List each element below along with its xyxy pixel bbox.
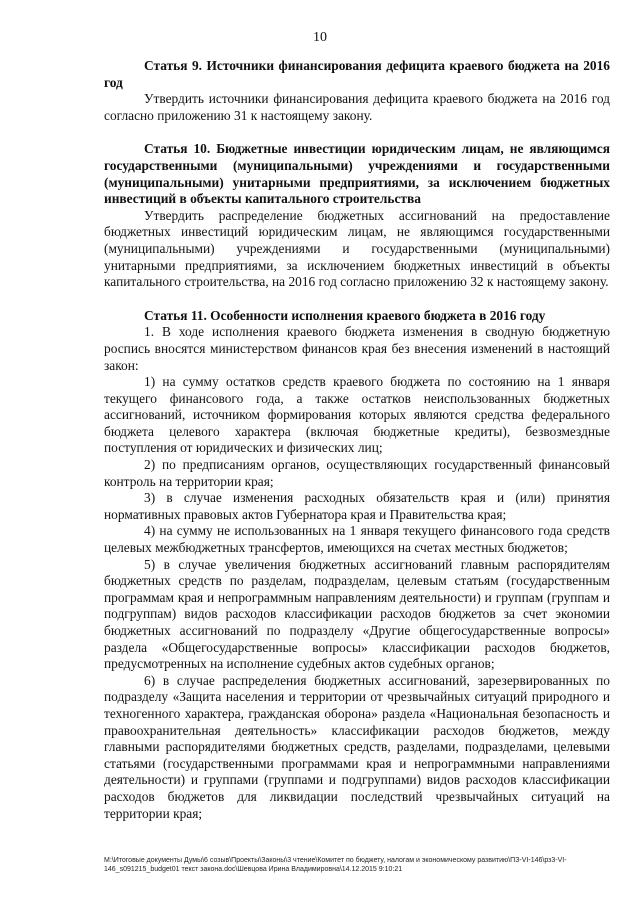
file-path-footer: М:\Итоговые документы Думы\6 созыв\Проекты\Законы\3 чтение\Комитет по бюджету, налогам и экономическому развитию\ПЗ-VI-146\рз3-VI-146_s091215_budget01 текст закона.doc\Шевцова Ирина Владимировна\14.12.2015 9:10:21 <box>104 857 567 873</box>
article-11-item-3: 3) в случае изменения расходных обязательств края и (или) принятия нормативных правовых актов Губернатора края и Правительства края; <box>104 490 610 522</box>
article-11-item-6: 6) в случае распределения бюджетных ассигнований, зарезервированных по подразделу «Защита населения и территории от чрезвычайных ситуаций природного и техногенного характера, гражданская оборона» раздела «Национальная безопасность и правоохранительная деятельность» классификации расходов бюджетов, между главными распорядителями бюджетных средств, разделами, подразделами, целевыми статьями (государственными программами края и непрограммными направлениями деятельности) и группами (группами и подгруппами) видов расходов классификации расходов бюджетов для ликвидации последствий чрезвычайных ситуаций на территории края; <box>104 672 610 821</box>
article-11-item-2: 2) по предписаниям органов, осуществляющих государственный финансовый контроль на территории края; <box>104 457 610 489</box>
article-11-item-5: 5) в случае увеличения бюджетных ассигнований главным распорядителям бюджетных средств по разделам, подразделам, целевым статьям (государственным программам края и непрограммным направлениям деятельности) и группам (группам и подгруппам) видов расходов классификации расходов бюджетов за счет экономии бюджетных ассигнований по подразделу «Другие общегосударственные вопросы» раздела «Общегосударственные вопросы» классификации расходов бюджетов, предусмотренных на исполнение судебных актов судебных органов; <box>104 556 610 672</box>
page-number: 10 <box>313 30 327 45</box>
article-11-paragraph-1: 1. В ходе исполнения краевого бюджета изменения в сводную бюджетную роспись вносятся министерством финансов края без внесения изменений в настоящий закон: <box>104 324 610 373</box>
article-11-item-1: 1) на сумму остатков средств краевого бюджета по состоянию на 1 января текущего финансового года, а также остатков неиспользованных бюджетных ассигнований, источником формирования которых являются средства федерального бюджета целевого характера (включая бюджетные кредиты), безвозмездные поступления от юридических и физических лиц; <box>104 374 610 456</box>
article-10-heading: Статья 10. Бюджетные инвестиции юридическим лицам, не являющимся государственными (муниципальными) учреждениями и государственными (муниципальными) унитарными предприятиями, за исключением бюджетных инвестиций в объекты капитального строительства <box>104 141 610 207</box>
article-9-heading: Статья 9. Источники финансирования дефицита краевого бюджета на 2016 год <box>104 58 610 90</box>
article-10-paragraph: Утвердить распределение бюджетных ассигнований на предоставление бюджетных инвестиций юридическим лицам, не являющимся государственными (муниципальными) учреждениями и государственными (муниципальными) унитарными предприятиями, за исключением бюджетных инвестиций в объекты капитального строительства, на 2016 год согласно приложению 32 к настоящему закону. <box>104 207 610 290</box>
article-11-item-4: 4) на сумму не использованных на 1 января текущего финансового года средств целевых межбюджетных трансфертов, имеющихся на счетах местных бюджетов; <box>104 523 610 556</box>
article-11-heading: Статья 11. Особенности исполнения краевого бюджета в 2016 году <box>144 307 546 323</box>
document-body <box>104 58 610 822</box>
article-9-paragraph: Утвердить источники финансирования дефицита краевого бюджета на 2016 год согласно приложению 31 к настоящему закону. <box>104 91 610 123</box>
